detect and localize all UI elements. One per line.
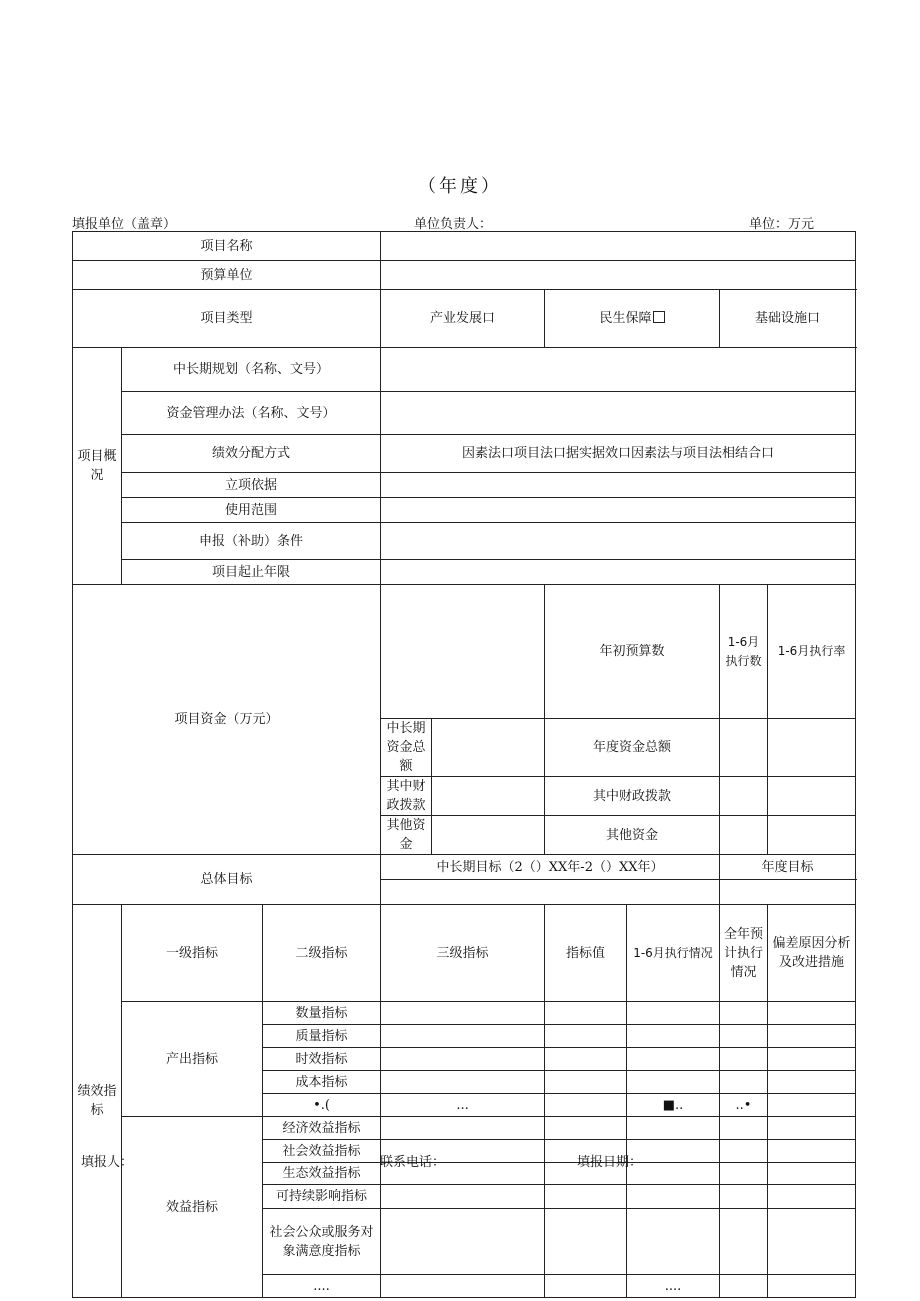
full-year-exec-header: 全年预计执行情况	[720, 905, 768, 1002]
cell[interactable]	[720, 1002, 768, 1025]
mid-long-plan-field[interactable]	[381, 348, 856, 392]
fiscal-label-1: 其中财政拨款	[381, 777, 432, 816]
cell[interactable]	[545, 1094, 627, 1117]
cell[interactable]	[627, 1048, 720, 1071]
initial-budget-header: 年初预算数	[545, 585, 720, 719]
cell[interactable]	[627, 1002, 720, 1025]
annual-total-label: 年度资金总额	[545, 719, 720, 777]
ellipsis-cell: •.(	[263, 1094, 381, 1117]
cell[interactable]	[720, 1071, 768, 1094]
cell[interactable]	[768, 1094, 856, 1117]
cell[interactable]	[545, 1071, 627, 1094]
type-option-livelihood[interactable]: 民生保障	[545, 290, 720, 348]
mid-total-label: 中长期资金总额	[381, 719, 432, 777]
cell[interactable]	[720, 1048, 768, 1071]
goals-label: 总体目标	[73, 855, 381, 905]
ellipsis-cell: ..•	[720, 1094, 768, 1117]
output-item-quality: 质量指标	[263, 1025, 381, 1048]
period-label: 项目起止年限	[122, 560, 381, 585]
level2-header: 二级指标	[263, 905, 381, 1002]
cell[interactable]	[381, 1117, 545, 1140]
output-indicator-label: 产出指标	[122, 1002, 263, 1117]
cell[interactable]	[768, 1025, 856, 1048]
scope-field[interactable]	[381, 498, 856, 523]
fund-mgmt-label: 资金管理办法（名称、文号）	[122, 392, 381, 435]
cell[interactable]	[381, 1002, 545, 1025]
cell[interactable]	[381, 1025, 545, 1048]
deviation-header: 偏差原因分析及改进措施	[768, 905, 856, 1002]
cell[interactable]	[720, 1117, 768, 1140]
cell[interactable]	[720, 1140, 768, 1163]
currency-unit-label: 单位：万元	[749, 217, 815, 232]
ellipsis-cell: ....	[627, 1275, 720, 1298]
cell[interactable]	[720, 777, 768, 816]
cell[interactable]	[768, 1163, 856, 1185]
ellipsis-cell: ...	[381, 1094, 545, 1117]
budget-unit-field[interactable]	[381, 261, 856, 290]
budget-unit-label: 预算单位	[73, 261, 381, 290]
cell[interactable]	[768, 1275, 856, 1298]
fiscal-value-1[interactable]	[432, 777, 545, 816]
benefit-item-social: 社会效益指标	[263, 1140, 381, 1163]
date-label: 填报日期：	[577, 1155, 643, 1170]
conditions-label: 申报（补助）条件	[122, 523, 381, 560]
benefit-indicator-label: 效益指标	[122, 1117, 263, 1298]
exec-rate-header: 1-6月执行率	[768, 585, 856, 719]
cell[interactable]	[768, 1071, 856, 1094]
scope-label: 使用范围	[122, 498, 381, 523]
value-header: 指标值	[545, 905, 627, 1002]
ellipsis-cell: ■..	[627, 1094, 720, 1117]
cell[interactable]	[768, 1209, 856, 1275]
cell[interactable]	[627, 1117, 720, 1140]
overview-label: 项目概况	[73, 348, 122, 585]
filling-unit-label: 填报单位（盖章）	[72, 217, 177, 232]
cell[interactable]	[627, 1025, 720, 1048]
phone-label: 联系电话：	[380, 1155, 446, 1170]
other-value-1[interactable]	[432, 816, 545, 855]
cell[interactable]	[381, 1185, 545, 1209]
period-field[interactable]	[381, 560, 856, 585]
funds-label: 项目资金（万元）	[73, 585, 381, 855]
allocation-method-label: 绩效分配方式	[122, 435, 381, 473]
project-type-label: 项目类型	[73, 290, 381, 348]
cell[interactable]	[381, 1048, 545, 1071]
cell[interactable]	[545, 1048, 627, 1071]
performance-form-table	[72, 231, 856, 1298]
mid-long-goal-field[interactable]	[381, 880, 720, 905]
cell[interactable]	[545, 1002, 627, 1025]
cell[interactable]	[720, 1025, 768, 1048]
person-in-charge-label: 单位负责人：	[414, 217, 493, 232]
level3-header: 三级指标	[381, 905, 545, 1002]
mid-long-plan-label: 中长期规划（名称、文号）	[122, 348, 381, 392]
annual-goal-field[interactable]	[720, 880, 856, 905]
project-name-label: 项目名称	[73, 232, 381, 261]
output-item-timeliness: 时效指标	[263, 1048, 381, 1071]
fund-mgmt-field[interactable]	[381, 392, 856, 435]
cell[interactable]	[720, 816, 768, 855]
other-label-2: 其他资金	[545, 816, 720, 855]
cell[interactable]	[768, 1117, 856, 1140]
cell[interactable]	[627, 1209, 720, 1275]
cell[interactable]	[545, 1185, 627, 1209]
fiscal-label-2: 其中财政拨款	[545, 777, 720, 816]
exec-header: 1-6月执行情况	[627, 905, 720, 1002]
cell[interactable]	[768, 777, 856, 816]
benefit-item-sustainable: 可持续影响指标	[263, 1185, 381, 1209]
cell[interactable]	[768, 1185, 856, 1209]
project-name-field[interactable]	[381, 232, 856, 261]
cell[interactable]	[381, 1071, 545, 1094]
annual-goal-header: 年度目标	[720, 855, 856, 880]
benefit-item-economic: 经济效益指标	[263, 1117, 381, 1140]
cell[interactable]	[768, 1140, 856, 1163]
filler-label: 填报人：	[81, 1155, 134, 1170]
cell[interactable]	[768, 719, 856, 777]
cell[interactable]	[545, 1275, 627, 1298]
mid-long-goal-header: 中长期目标（2（）XX年-2（）XX年）	[381, 855, 720, 880]
benefit-item-satisfaction: 社会公众或服务对象满意度指标	[263, 1209, 381, 1275]
exec-1-6-header: 1-6月执行数	[720, 585, 768, 719]
output-item-cost: 成本指标	[263, 1071, 381, 1094]
mid-total-value[interactable]	[432, 719, 545, 777]
cell[interactable]	[381, 1209, 545, 1275]
cell[interactable]	[627, 1071, 720, 1094]
cell[interactable]	[720, 719, 768, 777]
cell[interactable]	[545, 1025, 627, 1048]
cell[interactable]	[720, 1275, 768, 1298]
page-title: （年度）	[418, 176, 502, 197]
cell[interactable]	[768, 1002, 856, 1025]
cell[interactable]	[627, 1185, 720, 1209]
output-item-quantity: 数量指标	[263, 1002, 381, 1025]
cell[interactable]	[720, 1185, 768, 1209]
type-option-infrastructure[interactable]: 基础设施口	[720, 290, 856, 348]
cell[interactable]	[545, 1117, 627, 1140]
ellipsis-cell: ....	[263, 1275, 381, 1298]
basis-label: 立项依据	[122, 473, 381, 498]
cell[interactable]	[768, 816, 856, 855]
level1-header: 一级指标	[122, 905, 263, 1002]
indicators-label: 绩效指标	[73, 905, 122, 1298]
cell[interactable]	[545, 1209, 627, 1275]
benefit-item-ecological: 生态效益指标	[263, 1163, 381, 1185]
checkbox-icon[interactable]	[653, 311, 665, 323]
allocation-method-value[interactable]: 因素法口项目法口据实据效口因素法与项目法相结合口	[381, 435, 856, 473]
type-option-industry[interactable]: 产业发展口	[381, 290, 545, 348]
conditions-field[interactable]	[381, 523, 856, 560]
cell[interactable]	[720, 1209, 768, 1275]
cell[interactable]	[720, 1163, 768, 1185]
other-label-1: 其他资金	[381, 816, 432, 855]
cell[interactable]	[768, 1048, 856, 1071]
cell[interactable]	[381, 1275, 545, 1298]
funds-header-blank	[381, 585, 545, 719]
basis-field[interactable]	[381, 473, 856, 498]
